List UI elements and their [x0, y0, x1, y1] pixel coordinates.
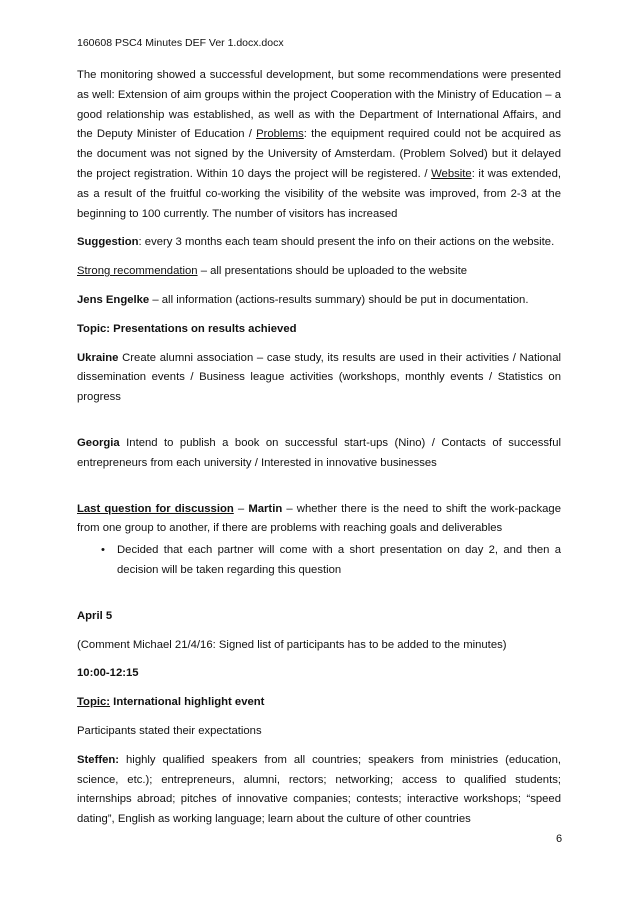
- page-number: 6: [556, 833, 563, 845]
- document-body: [77, 66, 561, 839]
- topic-highlight-heading: Topic: International highlight event: [77, 696, 265, 709]
- spacer: [77, 483, 561, 500]
- steffen-paragraph: Steffen: highly qualified speakers from all countries; speakers from ministries (education, science, etc.); entrepreneurs, alumni, rectors; networking; access to qualified students; internships abroad; pitches of innovative companies; contests; interactive workshops; “speed dating”, English as working language; learn about the culture of other countries: [77, 753, 561, 826]
- comment-paragraph: (Comment Michael 21/4/16: Signed list of participants has to be added to the minutes): [77, 638, 507, 651]
- bullet-item: • Decided that each partner will come with a short presentation on day 2, and then a decision will be taken regarding this question: [77, 541, 561, 581]
- bullet-dot-icon: •: [101, 544, 105, 557]
- suggestion-paragraph: Suggestion: every 3 months each team should present the info on their actions on the website.: [77, 236, 555, 249]
- problems-label: Problems: [256, 128, 304, 141]
- spacer: [77, 417, 561, 434]
- date-heading: April 5: [77, 609, 113, 622]
- expectations-paragraph: Participants stated their expectations: [77, 724, 262, 737]
- page-header: 160608 PSC4 Minutes DEF Ver 1.docx.docx: [77, 37, 284, 49]
- website-label: Website: [431, 167, 472, 180]
- ukraine-paragraph: Ukraine Create alumni association – case study, its results are used in their activities / National dissemination events / Business league activities (workshops, monthly events / Statistics on progress: [77, 351, 561, 404]
- last-question-paragraph: Last question for discussion – Martin – whether there is the need to shift the work-package from one group to another, if there are problems with reaching goals and deliverables: [77, 502, 561, 535]
- time-heading: 10:00-12:15: [77, 667, 139, 680]
- spacer: [77, 590, 561, 607]
- jens-engelke-paragraph: Jens Engelke – all information (actions-results summary) should be put in documentation.: [77, 293, 529, 306]
- strong-recommendation-paragraph: Strong recommendation – all presentations should be uploaded to the website: [77, 265, 468, 278]
- topic-presentations-heading: Topic: Presentations on results achieved: [77, 322, 297, 335]
- monitoring-paragraph: The monitoring showed a successful development, but some recommendations were presented as well: Extension of aim groups within the project Cooperation with the Ministry of Education – a good relationship was established, as well as with the Department of International Affairs, and the Deputy Minister of Education / Problems: the equipment required could not be acquired as the document was not signed by the University of Amsterdam. (Problem Solved) but it delayed the project registration. Within 10 days the project will be registered. / Website: it was extended, as a result of the fruitful co-working the visibility of the website was improved, from 2-3 at the beginning to 100 currently. The number of visitors has increased: [77, 69, 561, 220]
- georgia-paragraph: Georgia Intend to publish a book on successful start-ups (Nino) / Contacts of successful entrepreneurs from each university / Interested in innovative businesses: [77, 436, 561, 469]
